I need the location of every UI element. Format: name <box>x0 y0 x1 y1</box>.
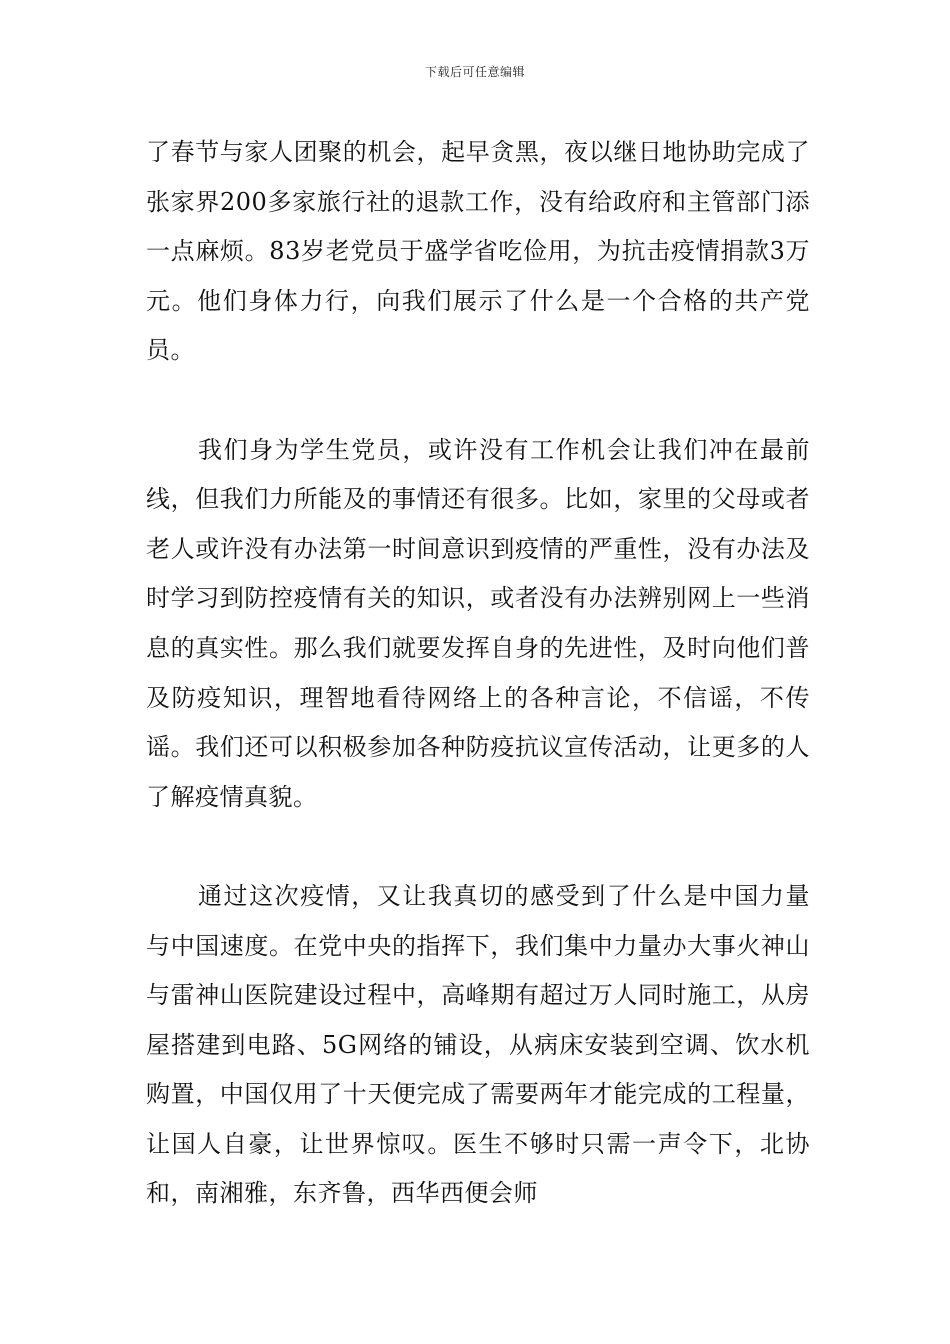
page-header: 下载后可任意编辑 <box>424 65 525 79</box>
paragraph-1: 了春节与家人团聚的机会，起早贪黑，夜以继日地协助完成了张家界200多家旅行社的退款工作，没有给政府和主管部门添一点麻烦。83岁老党员于盛学省吃俭用，为抗击疫情捐款3万元。他们身体力行，向我们展示了什么是一个合格的共产党员。 <box>146 138 810 365</box>
paragraph-3: 通过这次疫情，又让我真切的感受到了什么是中国力量与中国速度。在党中央的指挥下，我们集中力量办大事火神山与雷神山医院建设过程中，高峰期有超过万人同时施工，从房屋搭建到电路、5G网络的铺设，从病床安装到空调、饮水机购置，中国仅用了十天便完成了需要两年才能完成的工程量，让国人自豪，让世界惊叹。医生不够时只需一声令下，北协和，南湘雅，东齐鲁，西华西便会师 <box>146 881 810 1208</box>
paragraph-2: 我们身为学生党员，或许没有工作机会让我们冲在最前线，但我们力所能及的事情还有很多。比如，家里的父母或者老人或许没有办法第一时间意识到疫情的严重性，没有办法及时学习到防控疫情有关的知识，或者没有办法辨别网上一些消息的真实性。那么我们就要发挥自身的先进性，及时向他们普及防疫知识，理智地看待网络上的各种言论，不信谣，不传谣。我们还可以积极参加各种防疫抗议宣传活动，让更多的人了解疫情真貌。 <box>146 435 810 811</box>
document-body <box>146 128 810 1219</box>
